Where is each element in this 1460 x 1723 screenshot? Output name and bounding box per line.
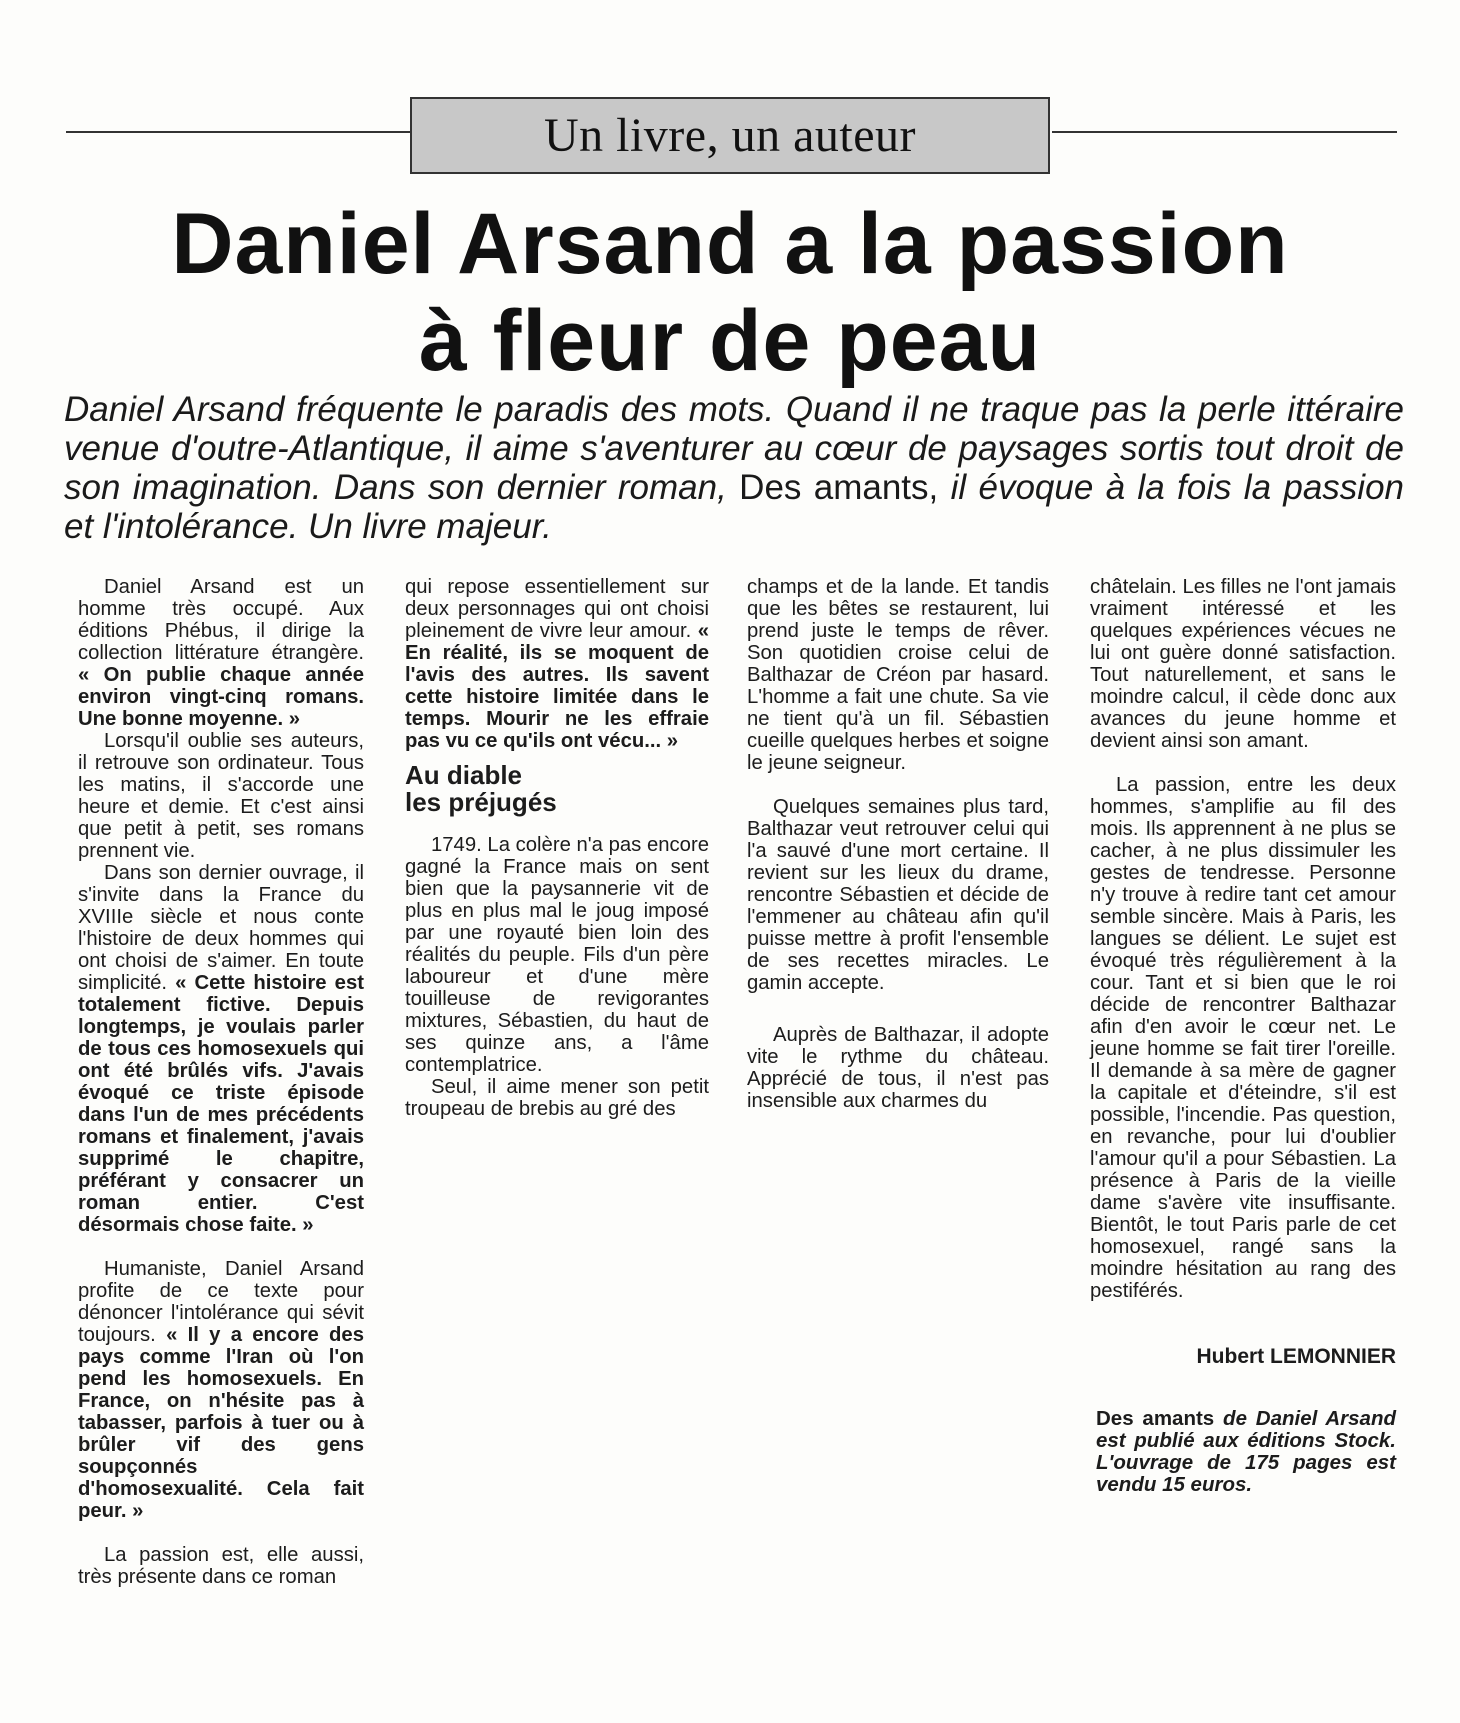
credit-book-title: Des amants	[1096, 1407, 1215, 1430]
header-rule-left	[66, 131, 410, 133]
paragraph-text: Daniel Arsand est un homme très occupé. Aux éditions Phébus, il dirige la collection littérature étrangère.	[78, 576, 364, 664]
standfirst-book-title: Des amants,	[739, 468, 939, 507]
article-column-2	[405, 576, 709, 1120]
subheading-line-1: Au diable	[405, 760, 523, 790]
header-rule-right	[1052, 131, 1397, 133]
headline-line-1: Daniel Arsand a la passion	[171, 196, 1289, 292]
credit-text: de Daniel Arsand est publié aux éditions Stock. L'ouvrage de 175 pages est vendu 15 euros.	[1096, 1407, 1396, 1496]
subheading-line-2: les préjugés	[405, 787, 557, 817]
paragraph-text: Humaniste, Daniel Arsand profite de ce texte pour dénoncer l'intolérance qui sévit toujours.	[78, 1258, 364, 1346]
headline-line-2: à fleur de peau	[419, 293, 1041, 389]
subheading	[405, 762, 709, 816]
paragraph-text: qui repose essentiellement sur deux personnages qui ont choisi pleinement de vivre leur amour.	[405, 576, 709, 642]
author-signature: Hubert LEMONNIER	[1196, 1345, 1396, 1368]
paragraph: Auprès de Balthazar, il adopte vite le rythme du château. Apprécié de tous, il n'est pas insensible aux charmes du	[747, 1024, 1049, 1112]
standfirst	[64, 390, 1404, 546]
headline	[60, 196, 1400, 390]
paragraph	[405, 576, 709, 752]
paragraph: La passion est, elle aussi, très présente dans ce roman	[78, 1544, 364, 1588]
paragraph: 1749. La colère n'a pas encore gagné la France mais on sent bien que la paysannerie vit de plus en plus mal le joug imposé par une royauté bien loin des réalités du peuple. Fils d'un père laboureur et d'une mère touilleuse de revigorantes mixtures, Sébastien, du haut de ses quinze ans, a l'âme contemplatrice.	[405, 834, 709, 1076]
paragraph: Quelques semaines plus tard, Balthazar veut retrouver celui qui l'a sauvé d'une mort certaine. Il revient sur les lieux du drame, rencontre Sébastien et décide de l'emmener au château afin qu'il puisse mettre à profit l'ensemble de ses recettes miracles. Le gamin accepte.	[747, 796, 1049, 994]
standfirst-part-2: il évoque à la fois la passion et l'intolérance. Un livre majeur.	[64, 468, 1405, 546]
article-column-1	[78, 576, 364, 1588]
paragraph: Seul, il aime mener son petit troupeau de brebis au gré des	[405, 1076, 709, 1120]
paragraph	[78, 1258, 364, 1522]
paragraph: châtelain. Les filles ne l'ont jamais vraiment intéressé et les quelques expériences vécues ne lui ont guère donné satisfaction. Tout naturellement, et sans le moindre calcul, il cède donc aux avances du jeune homme et devient ainsi son amant.	[1090, 576, 1397, 752]
rubric-box	[410, 97, 1050, 174]
paragraph	[78, 576, 364, 730]
paragraph: La passion, entre les deux hommes, s'amplifie au fil des mois. Ils apprennent à ne plus se cacher, à ne plus dissimuler les gestes de tendresse. Personne n'y trouve à redire tant cet amour semble sincère. Mais à Paris, les langues se délient. Le sujet est évoqué très régulièrement à la cour. Tant et si bien que le roi décide de rencontrer Balthazar afin d'en avoir le cœur net. Le jeune homme se fait tirer l'oreille. Il demande à sa mère de gagner la capitale et d'éteindre, s'il est possible, l'incendie. Pas question, en revanche, pour lui d'oublier l'amour qu'il a pour Sébastien. La présence à Paris de la vieille dame s'avère vite insuffisante. Bientôt, le tout Paris parle de cet homosexuel, rangé sans la moindre hésitation au rang des pestiférés.	[1090, 774, 1396, 1302]
quote: « En réalité, ils se moquent de l'avis des autres. Ils savent cette histoire limitée dans le temps. Mourir ne les effraie pas vu ce qu'ils ont vécu... »	[405, 620, 709, 752]
article-column-4	[1090, 576, 1396, 1496]
book-credit	[1090, 1408, 1396, 1496]
rubric-label: Un livre, un auteur	[543, 109, 917, 162]
standfirst-part-1: Daniel Arsand fréquente le paradis des mots. Quand il ne traque pas la perle ittéraire venue d'outre-Atlantique, il aime s'aventurer au cœur de paysages sortis tout droit de son imagination. Dans son dernier roman,	[64, 390, 1404, 507]
quote: « Il y a encore des pays comme l'Iran où l'on pend les homosexuels. En France, on n'hésite pas à tabasser, parfois à tuer ou à brûler vif des gens soupçonnés d'homosexualité. Cela fait peur. »	[78, 1324, 364, 1522]
paragraph	[78, 862, 364, 1236]
quote: « On publie chaque année environ vingt-cinq romans. Une bonne moyenne. »	[78, 664, 364, 730]
paragraph: Lorsqu'il oublie ses auteurs, il retrouve son ordinateur. Tous les matins, il s'accorde une heure et demie. Et c'est ainsi que petit à petit, ses romans prennent vie.	[78, 730, 364, 862]
paragraph: champs et de la lande. Et tandis que les bêtes se restaurent, lui prend juste le temps de rêver. Son quotidien croise celui de Balthazar de Créon par hasard. L'homme a fait une chute. Sa vie ne tient qu'à un fil. Sébastien cueille quelques herbes et soigne le jeune seigneur.	[747, 576, 1049, 774]
quote: « Cette histoire est totalement fictive. Depuis longtemps, je voulais parler de tous ces homosexuels qui ont été brûlés vifs. J'avais évoqué ce triste épisode dans l'un de mes précédents romans et finalement, j'avais supprimé le chapitre, préférant y consacrer un roman entier. C'est désormais chose faite. »	[78, 972, 364, 1236]
paragraph-text: Dans son dernier ouvrage, il s'invite dans la France du XVIIIe siècle et nous conte l'histoire de deux hommes qui ont choisi de s'aimer. En toute simplicité.	[78, 862, 364, 994]
article-column-3	[747, 576, 1049, 1112]
